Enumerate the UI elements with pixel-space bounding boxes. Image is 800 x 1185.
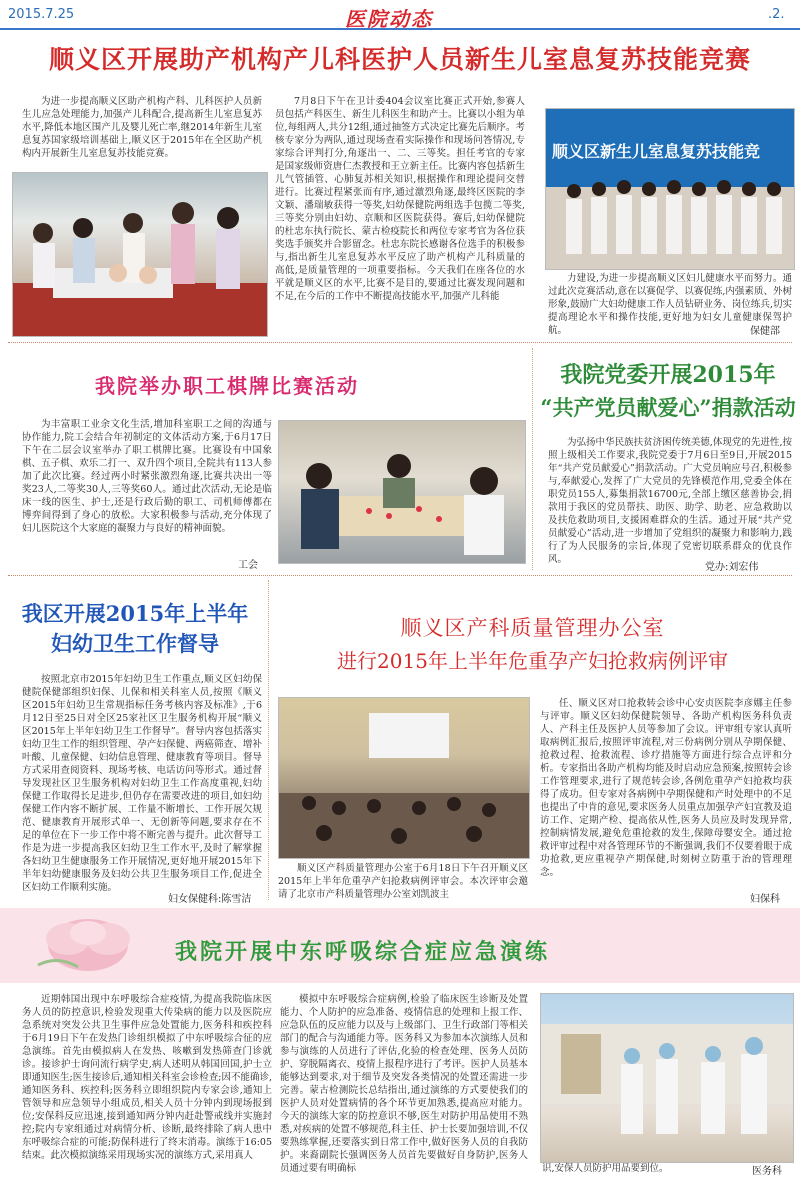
article1-col2-text: 7月8日下午在卫计委404会议室比赛正式开始,参赛人员包括产科医生、新生儿科医生和助产士。比赛以小组为单位,每组两人,共分12组,通过抽签方式决定比赛先后顺序。考核专家分为两队,通过现场查看实际操作和现场问答情况,专家综合评判打分,角逐出一、二、三等奖。担任考官的专家是国家级师资唐仁杰教授和王立新主任。比赛内容包括新生儿气管插管、心肺复苏相关知识,根据操作和理论提问交替进行。比赛过程紧张而有序,通过激烈角逐,最终区医院的李文颖、潘瑞敏获得一等奖,妇幼保健院两组选手包揽二等奖,三等奖分别由妇幼、京顺和区医院获得。赛后,妇幼保健院的杜忠东执行院长、蒙古检疫院长和两位专家考官为各位获奖选手颁奖并合影留念。杜忠东院长感谢各位选手的积极参与,指出新生儿室息复苏水平反应了助产机构产儿科质量的高低,是质量管理的一项重要指标。今天我们在座各位的水平就是顺义区的水平,比赛不是目的,要通过比赛发现问题和不足,在今后的工作中不断提高技能水平,加强产儿科能 bbox=[275, 96, 525, 302]
header-section: 医院动态 bbox=[345, 7, 433, 31]
article6-col3-text: 识,安保人员防护用品要到位。 bbox=[542, 1163, 669, 1174]
article5-body-left bbox=[278, 862, 528, 902]
article1-col1-text: 为进一步提高顺义区助产机构产科、儿科医护人员新生儿应急处理能力,加强产儿科配合,提高新生儿室息复苏水平,降低本地区围产儿及婴儿死亡率,继2014年新生儿室息复苏国家级培训基础上,顺义区于2015年在全区助产机构内开展新生儿室息复苏技能竞赛。 bbox=[22, 96, 262, 159]
article5-photo-meeting bbox=[278, 697, 530, 859]
article1-photo-competition bbox=[12, 172, 268, 337]
article2-credit: 工会 bbox=[238, 560, 258, 571]
article5-title-line1: 顺义区产科质量管理办公室 bbox=[400, 616, 665, 640]
article3-title-line1: 我院党委开展2015年 bbox=[560, 362, 776, 388]
article2-body-text: 为丰富职工业余文化生活,增加科室职工之间的沟通与协作能力,院工会结合年初制定的文体活动方案,于6月17日下午在二层会议室举办了职工棋牌比赛。比赛设有中国象棋、五子棋、欢乐二打一、双升四个项目,全院共有113人参加了此次比赛。经过两小时紧张激烈角逐,比赛共决出一等奖23人,二等奖30人,三等奖60人。通过此次活动,无论是临床一线的医生、护士,还是行政后勤的职工、司机师傅都在博弈间得到了身心的放松。大家积极参与活动,充分体现了妇儿医院这个大家庭的凝聚力与良好的精神面貌。 bbox=[22, 419, 272, 534]
header-bar bbox=[0, 0, 800, 30]
article2-body bbox=[22, 418, 272, 558]
header-page: .2. bbox=[768, 7, 785, 22]
article4-body bbox=[22, 673, 262, 893]
article5-title-line2: 进行2015年上半年危重孕产妇抢救病例评审 bbox=[337, 649, 728, 673]
article6-credit: 医务科 bbox=[752, 1166, 782, 1177]
article5-body-right-text: 任、顺义区对口抢救转会诊中心安贞医院李彦娜主任参与评审。顺义区妇幼保健院领导、各助产机构医务科负责人、产科主任及医护人员等参加了会议。评审组专家认真听取病例汇报后,按照评审流程,对三份病例分别从孕期保健、抢救过程、抢救流程、诊疗措施等方面进行综合点评和分析。专家指出各助产机构均能及时启动应急预案,按照转会诊工作管理要求,进行了规范转会诊,各例危重孕产妇抢救均获得了成功。但专家对各病例中孕期保健和产时处理中的不足也提出了中肯的意见,要求医务人员重点加强孕产妇宣教及追访工作、定期产检、提高依从性,医务人员应及时发现异常,控制病情发展,避免危重抢救的发生,保障母婴安全。通过抢救评审过程中对各管理环节的不断强调,我们不仅要着眼于成功抢救,更应重视孕产期保健,时刻树立防重于治的管理理念。 bbox=[540, 698, 792, 878]
article1-title: 顺义区开展助产机构产儿科医护人员新生儿室息复苏技能竞赛 bbox=[48, 45, 751, 74]
article1-banner-text: 顺义区新生儿室息复苏技能竞 bbox=[552, 142, 761, 161]
article4-title-line1: 我区开展2015年上半年 bbox=[21, 601, 249, 626]
competition-scene-illustration bbox=[13, 173, 267, 336]
vertical-divider-1 bbox=[532, 348, 533, 570]
article4-credit: 妇女保健科:陈雪洁 bbox=[168, 894, 252, 905]
chess-game-illustration bbox=[279, 421, 525, 563]
article6-col2 bbox=[280, 993, 528, 1179]
divider-2 bbox=[8, 575, 792, 576]
drill-scene-illustration bbox=[541, 994, 793, 1162]
article6-col2-text: 模拟中东呼吸综合症病例,检验了临床医生诊断及处置能力、个人防护的应急准备、疫情信息的处理和上报工作、应急队伍的反应能力以及与上级部门、卫生行政部门等相关部门的配合与沟通能力等。医务科又为参加本次演练人员和参与演练的人员进行了评估,化验的检查处理、医务人员防护、穿脱隔离衣、疫情上报程序进行了考评。医护人员基本能够达到要求,对于细节及突发各类情况的处置还需进一步完善。蒙古检测院长总结指出,通过演练的方式要使我们的医护人员对处置病情的各个环节更加熟悉,提高应对能力。今天的演练大家的防控意识不够,医生对防护用品使用不熟悉,对疾病的处置不够规范,科主任、护士长要加强培训,不仅要熟练掌握,还要落实到日常工作中,做好医务人员的自我防护。来裔副院长强调医务人员首先要做好自身防护,医务人员通过要有明确标 bbox=[280, 994, 528, 1174]
article6-col3 bbox=[542, 1162, 742, 1176]
article6-photo-drill bbox=[540, 993, 794, 1163]
article1-col3-text: 力建设,为进一步提高顺义区妇儿健康水平而努力。通过此次竞赛活动,意在以赛促学、以赛促练,内强素质、外树形象,鼓励广大妇幼健康工作人员钻研业务、岗位练兵,切实提高理论水平和操作技能,更好地为妇女儿童健康保驾护航。 bbox=[548, 273, 792, 336]
peony-flower-decoration bbox=[18, 905, 158, 985]
header-rule bbox=[0, 28, 800, 30]
article1-photo-award bbox=[545, 108, 795, 270]
article5-body-right bbox=[540, 697, 792, 887]
article6-title: 我院开展中东呼吸综合症应急演练 bbox=[175, 939, 551, 965]
article3-body bbox=[548, 436, 792, 565]
article2-title: 我院举办职工棋牌比赛活动 bbox=[95, 374, 359, 398]
article1-col1 bbox=[22, 95, 262, 167]
article6-col1-text: 近期韩国出现中东呼吸综合症疫情,为提高我院临床医务人员的防控意识,检验发现重大传染病的能力以及医院应急系统对突发公共卫生事件应急处置能力,医务科和疾控科于6月19日下午在发热门诊组织模拟了中东呼吸综合征的应急演练。首先由模拟病人在发热、咳嗽到发热筛查门诊就诊。接诊护士询问流行病学史,病人述明从韩国回国,护士立即通知医生;医生接诊后,通知相关科室会诊检查;因不能确诊,通知医务科、疾控科;医务科立即组织院内专家会诊,通知上管领导和应急领导小组成员,相关人员十分钟内到现场报到位;安保科反应迅速,接到通知两分钟内赶赴警戒线并实施封控;院内专家组通过对病情分析、诊断,最终排除了病人患中东呼吸综合症的可能;防保科进行了终末消毒。演练于16:05结束。此次模拟演练采用现场实况的演练方式,采用真人 bbox=[22, 994, 272, 1161]
article6-col1 bbox=[22, 993, 272, 1179]
article5-credit: 妇保科 bbox=[750, 894, 780, 905]
article3-credit: 党办:刘宏伟 bbox=[705, 562, 759, 573]
meeting-room-illustration bbox=[279, 698, 529, 858]
article3-title-line2: “共产党员献爱心”捐款活动 bbox=[540, 395, 796, 420]
article1-col2 bbox=[275, 95, 525, 335]
article1-credit: 保健部 bbox=[750, 326, 780, 337]
article4-title-line2: 妇幼卫生工作督导 bbox=[51, 631, 219, 656]
divider-1 bbox=[8, 342, 792, 343]
award-group-illustration bbox=[546, 109, 794, 269]
vertical-divider-2 bbox=[268, 580, 269, 900]
article4-body-text: 按照北京市2015年妇幼卫生工作重点,顺义区妇幼保健院保健部组织妇保、儿保和相关科室人员,按照《顺义区2015年妇幼卫生常规指标任务考核内容及标准》,于6月12日至25日对全区25家社区卫生服务机构开展“顺义区2015年上半年妇幼卫生工作督导”。督导内容包括落实妇幼卫生工作的组织管理、孕产妇保健、两癌筛查、增补叶酸、儿童保健、妇幼信息管理、健康教育等项目。督导方式采用查阅资料、现场考核、电话访问等形式。通过督导发现社区卫生服务机构对妇幼卫生工作高度重视,妇幼保健工作取得长足进步,但仍存在需要改进的项目,如妇幼保健工作内容不断扩展、工作量不断增长、工作开展欠规范、健康教育开展形式单一、无创新等问题,要求存在不足的单位在下一步工作中将不断完善与提升。此次督导工作是为进一步提高我区妇幼卫生工作水平,及时了解掌握各妇幼卫生健康服务工作开展情况,更好地开展2015年下半年妇幼健康服务及妇幼公共卫生服务项目工作,促进全区妇幼工作顺利实施。 bbox=[22, 674, 262, 893]
article2-photo-chess bbox=[278, 420, 526, 564]
header-date: 2015.7.25 bbox=[8, 7, 75, 22]
article5-body-left-text: 顺义区产科质量管理办公室于6月18日下午召开顺义区2015年上半年危重孕产妇抢救病例评审会。本次评审会邀请了北京市产科质量管理办公室刘凯波主 bbox=[278, 863, 528, 900]
article3-body-text: 为弘扬中华民族扶贫济困传统美德,体现党的先进性,按照上级相关工作要求,我院党委于7月6日至9日,开展2015年“共产党员献爱心”捐款活动。广大党员响应号召,积极参与,奉献爱心,发挥了广大党员的先锋模范作用,党委全体在职党员155人,募集捐款16700元,全部上缴区慈善协会,捐款用于我区的党员帮扶、助医、助学、助老、应急救助以及扶危救助项目,支援困难群众的生活。通过开展“共产党员献爱心”活动,进一步增加了党组织的凝聚力和影响力,践行了为人民服务的宗旨,体现了党密切联系群众的优良作风。 bbox=[548, 437, 792, 565]
